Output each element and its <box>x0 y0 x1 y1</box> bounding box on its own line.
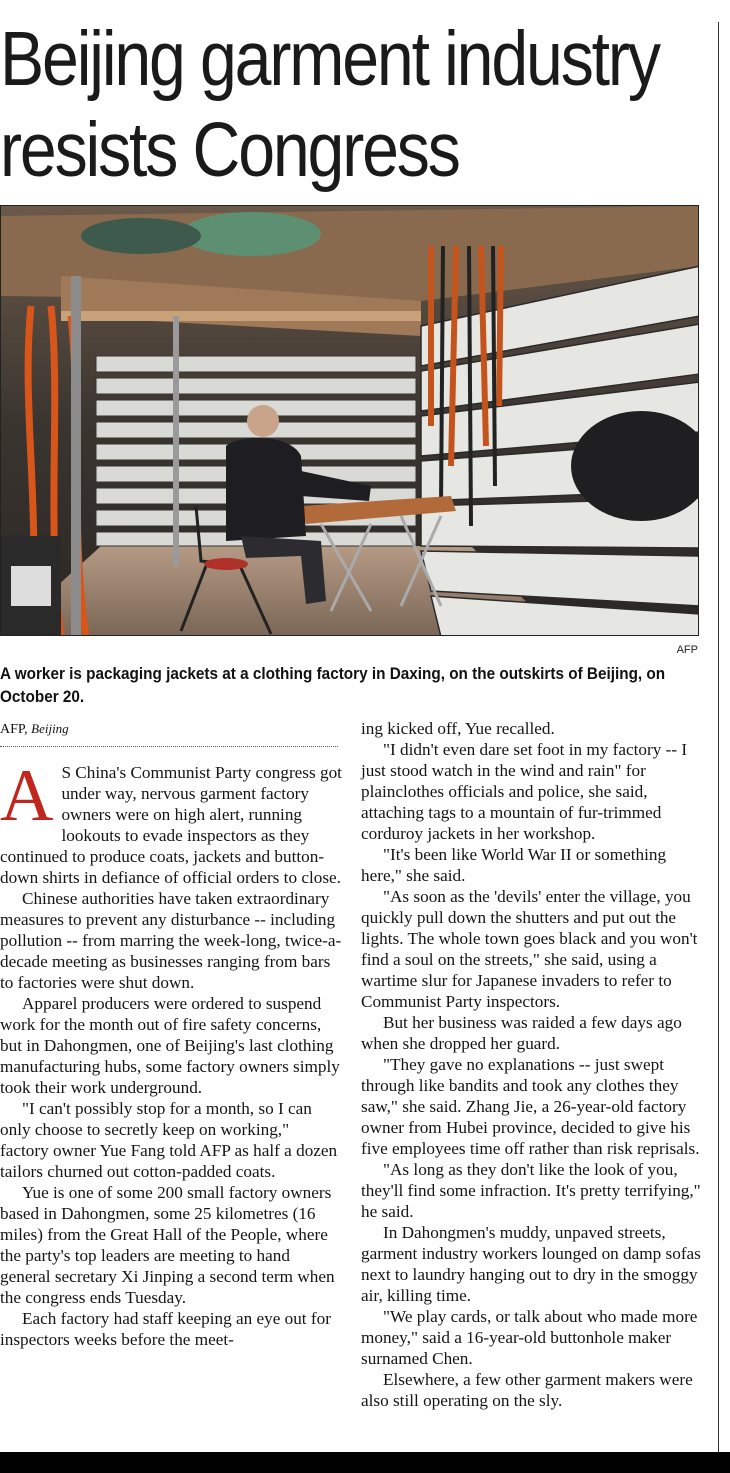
page-bottom-bar <box>0 1452 730 1473</box>
headline-line-1: Beijing garment industry <box>0 16 659 102</box>
article-paragraph: Each factory had staff keeping an eye out for inspectors weeks before the meet- <box>0 1309 331 1349</box>
article-paragraph: "I didn't even dare set foot in my factory -- I just stood watch in the wind and rain" for plainclothes officials and police, she said, attaching tags to a mountain of fur-trimmed corduroy jackets in her workshop. <box>361 740 688 843</box>
article-paragraph: "We play cards, or talk about who made more money," said a 16-year-old buttonhole maker surnamed Chen. <box>361 1307 698 1368</box>
article-paragraph: "I can't possibly stop for a month, so I can only choose to secretly keep on working," factory owner Yue Fang told AFP as half a dozen tailors churned out cotton-padded coats. <box>0 1099 338 1181</box>
byline-agency: AFP, <box>0 722 28 737</box>
article-column-1 <box>0 755 342 1350</box>
photo-caption: A worker is packaging jackets at a clothing factory in Daxing, on the outskirts of Beijing, on October 20. <box>0 664 666 706</box>
article-column-2 <box>361 718 703 1411</box>
lead-paragraph-text: S China's Communist Party congress got under way, nervous garment factory owners were on high alert, running lookouts to evade inspectors as they continued to produce coats, jackets and button-down shirts in defiance of official orders to close. <box>0 763 342 887</box>
factory-photo-illustration <box>1 206 699 636</box>
article-paragraph: Chinese authorities have taken extraordinary measures to prevent any disturbance -- including pollution -- from marring the week-long, twice-a-decade meeting as businesses ranging from bars to factories were shut down. <box>0 889 342 992</box>
byline-place: Beijing <box>31 721 69 736</box>
photo-credit: AFP <box>676 644 698 656</box>
article-paragraph: "They gave no explanations -- just swept through like bandits and took any clothes they saw," she said. Zhang Jie, a 26-year-old factory owner from Hubei province, decided to give his five employees time off rather than risk reprisals. <box>361 1055 700 1158</box>
headline-line-2: resists Congress <box>0 107 459 193</box>
article-paragraph: ing kicked off, Yue recalled. <box>361 719 555 738</box>
article-paragraph: Apparel producers were ordered to suspend work for the month out of fire safety concerns, but in Dahongmen, one of Beijing's last clothing manufacturing hubs, some factory owners simply took their work underground. <box>0 994 340 1097</box>
article-paragraph: In Dahongmen's muddy, unpaved streets, garment industry workers lounged on damp sofas next to laundry hanging out to dry in the smoggy air, killing time. <box>361 1223 701 1305</box>
column-rule <box>718 22 719 1452</box>
byline <box>0 721 69 738</box>
article-paragraph: "As long as they don't like the look of you, they'll find some infraction. It's pretty terrifying," he said. <box>361 1160 701 1221</box>
article-paragraph: Elsewhere, a few other garment makers were also still operating on the sly. <box>361 1370 693 1410</box>
article-paragraph: "It's been like World War II or something here," she said. <box>361 845 667 885</box>
article-paragraph: "As soon as the 'devils' enter the village, you quickly pull down the shutters and put out the lights. The whole town goes black and you won't find a soul on the streets," she said, using a wartime slur for Japanese invaders to refer to Communist Party inspectors. <box>361 887 698 1011</box>
article-paragraph: But her business was raided a few days ago when she dropped her guard. <box>361 1013 682 1053</box>
drop-cap: A <box>0 755 54 837</box>
article-paragraph: Yue is one of some 200 small factory owners based in Dahongmen, some 25 kilometres (16 miles) from the Great Hall of the People, where the party's top leaders are meeting to hand general secretary Xi Jinping a second term when the congress ends Tuesday. <box>0 1183 335 1307</box>
factory-photo <box>0 205 699 636</box>
article-paragraph <box>0 755 342 888</box>
byline-divider <box>0 746 338 747</box>
